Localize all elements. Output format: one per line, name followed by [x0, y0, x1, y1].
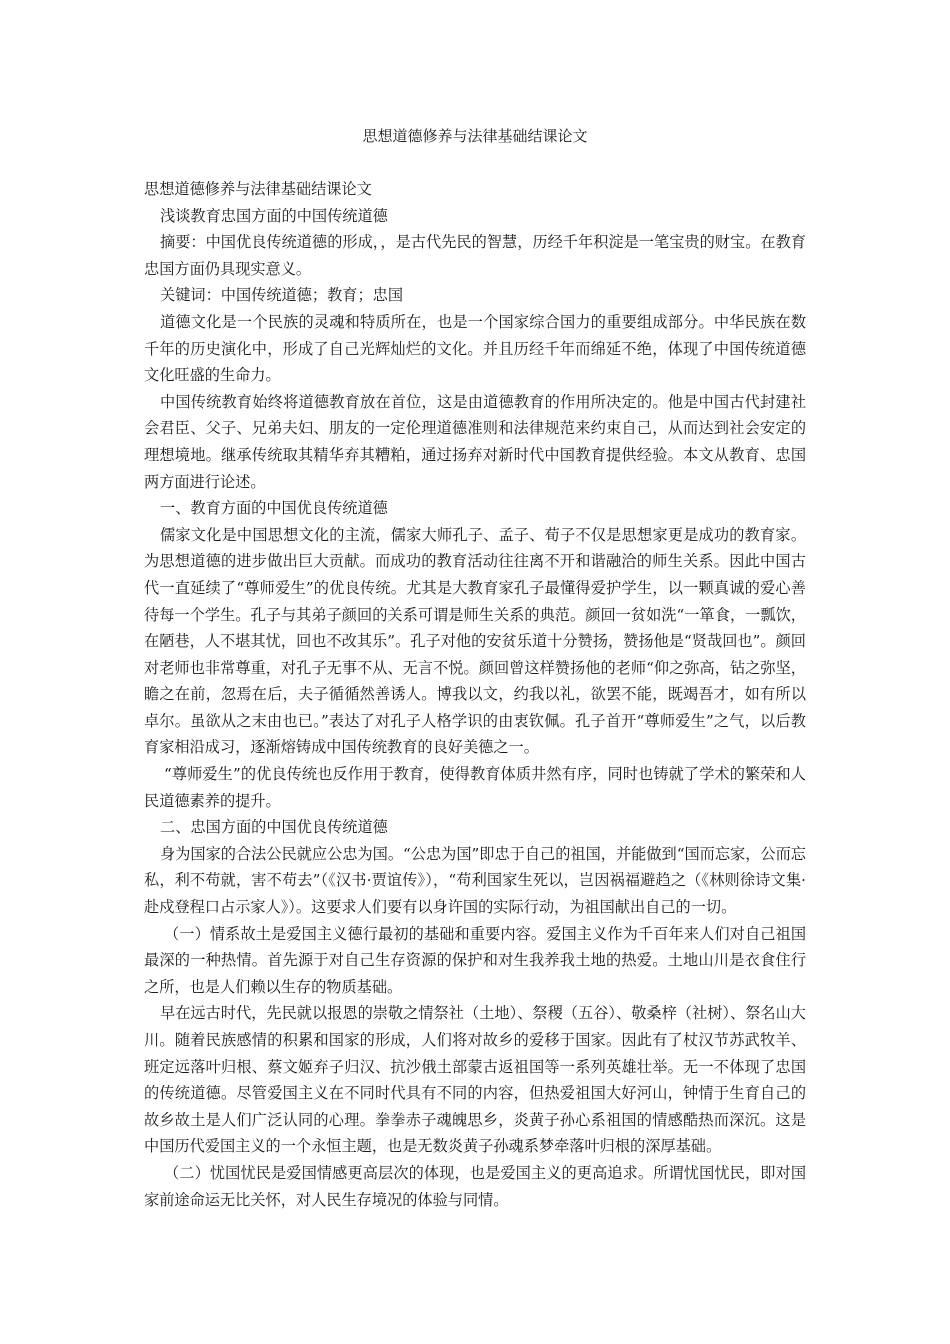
paragraph-body: 中国传统教育始终将道德教育放在首位，这是由道德教育的作用所决定的。他是中国古代封建社会君臣、父子、兄弟夫妇、朋友的一定伦理道德准则和法律规范来约束自己，从而达到社会安定的理想境地。继承传统取其精华弃其糟粕，通过扬弃对新时代中国教育提供经验。本文从教育、忠国两方面进行论述。	[144, 392, 806, 491]
paragraph-keywords: 关键词：中国传统道德；教育；忠国	[160, 286, 403, 305]
paragraph-subtitle: 浅谈教育忠国方面的中国传统道德	[160, 206, 388, 225]
paragraph-body: 身为国家的合法公民就应公忠为国。“公忠为国”即忠于自己的祖国，并能做到“国而忘家，公而忘私，利不苟就，害不苟去”（《汉书·贾谊传》），“苟利国家生死以，岂因祸福避趋之（《林则徐诗文集·赴戍登程口占示家人》）。这要求人们要有以身许国的实际行动，为祖国献出自己的一切。	[144, 844, 806, 917]
paragraph-body: （一）情系故土是爱国主义德行最初的基础和重要内容。爱国主义作为千百年来人们对自己祖国最深的一种热情。首先源于对自己生存资源的保护和对生我养我土地的热爱。土地山川是衣食住行之所，也是人们赖以生存的物质基础。	[144, 924, 806, 996]
paragraph-abstract: 摘要：中国优良传统道德的形成，，是古代先民的智慧，历经千年积淀是一笔宝贵的财宝。在教育忠国方面仍具现实意义。	[144, 233, 806, 278]
document-body	[144, 176, 806, 1213]
paragraph-body: 早在远古时代，先民就以报恩的崇敬之情祭社（土地）、祭稷（五谷）、敬桑梓（社树）、祭名山大川。随着民族感情的积累和国家的形成，人们将对故乡的爱移于国家。因此有了杖汉节苏武牧羊、班定远落叶归根、蔡文姬弃子归汉、抗沙俄土部蒙古返祖国等一系列英雄壮举。无一不体现了忠国的传统道德。尽管爱国主义在不同时代具有不同的内容，但热爱祖国大好河山，钟情于生育自己的故乡故土是人们广泛认同的心理。拳拳赤子魂魄思乡，炎黄子孙心系祖国的情感酷热而深沉。这是中国历代爱国主义的一个永恒主题，也是无数炎黄子孙魂系梦牵落叶归根的深厚基础。	[144, 1004, 806, 1156]
document-title: 思想道德修养与法律基础结课论文	[362, 127, 588, 145]
paragraph-body: 儒家文化是中国思想文化的主流，儒家大师孔子、孟子、荀子不仅是思想家更是成功的教育家。为思想道德的进步做出巨大贡献。而成功的教育活动往往离不开和谐融洽的师生关系。因此中国古代一直延续了“尊师爱生”的优良传统。尤其是大教育家孔子最懂得爱护学生，以一颗真诚的爱心善待每一个学生。孔子与其弟子颜回的关系可谓是师生关系的典范。颜回一贫如洗“一箪食，一瓢饮，在陋巷，人不堪其忧，回也不改其乐”。孔子对他的安贫乐道十分赞扬，赞扬他是“贤哉回也”。颜回对老师也非常尊重，对孔子无事不从、无言不悦。颜回曾这样赞扬他的老师“仰之弥高，钻之弥坚，瞻之在前，忽焉在后，夫子循循然善诱人。博我以文，约我以礼，欲罢不能，既竭吾才，如有所以卓尔。虽欲从之末由也已。”表达了对孔子人格学识的由衷钦佩。孔子首开“尊师爱生”之气，以后教育家相沿成习，逐渐熔铸成中国传统教育的良好美德之一。	[144, 525, 806, 757]
paragraph-body: “尊师爱生”的优良传统也反作用于教育，使得教育体质井然有序，同时也铸就了学术的繁荣和人民道德素养的提升。	[144, 765, 806, 810]
paragraph-body: （二）忧国忧民是爱国情感更高层次的体现，也是爱国主义的更高追求。所谓忧国忧民，即对国家前途命运无比关怀，对人民生存境况的体验与同情。	[144, 1163, 806, 1209]
section-heading-loyalty: 二、忠国方面的中国优良传统道德	[160, 818, 388, 837]
section-heading-education: 一、教育方面的中国优良传统道德	[160, 499, 388, 518]
paragraph-body: 道德文化是一个民族的灵魂和特质所在，也是一个国家综合国力的重要组成部分。中华民族在数千年的历史演化中，形成了自己光辉灿烂的文化。并且历经千年而绵延不绝，体现了中国传统道德文化旺盛的生命力。	[144, 312, 806, 385]
paragraph-heading: 思想道德修养与法律基础结课论文	[144, 180, 372, 198]
